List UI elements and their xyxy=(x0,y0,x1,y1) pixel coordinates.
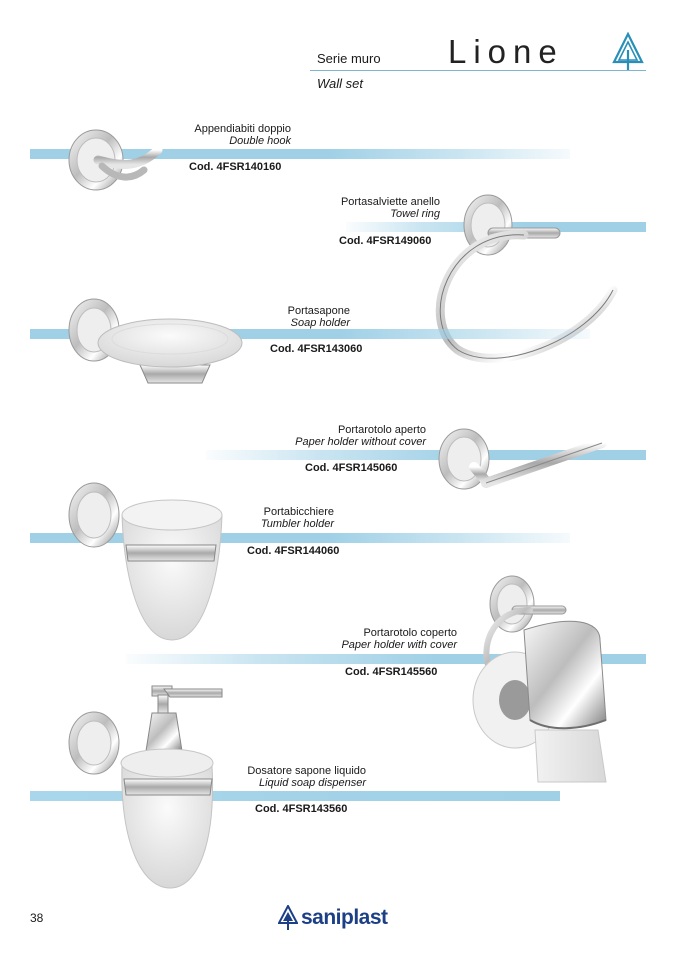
paper-holder-covered-image xyxy=(460,570,630,785)
product-name-en: Double hook xyxy=(229,135,291,147)
saniplast-logo-icon xyxy=(278,905,298,931)
header-divider xyxy=(310,70,646,71)
product-name-it: Portasalviette anello xyxy=(340,196,440,208)
product-code: Cod. 4FSR140160 xyxy=(189,161,282,173)
product-code: Cod. 4FSR143060 xyxy=(270,343,363,355)
towel-ring-image xyxy=(428,190,628,375)
tree-logo-icon xyxy=(612,32,644,72)
brand-name: Lione xyxy=(448,33,564,70)
tumbler-holder-image xyxy=(64,475,234,645)
logo-text: saniplast xyxy=(301,906,388,929)
soap-holder-image xyxy=(62,295,252,390)
product-name-en: Soap holder xyxy=(290,317,350,329)
paper-holder-open-image xyxy=(434,425,614,495)
product-name-it: Portasapone xyxy=(287,305,350,317)
series-title-it: Serie muro xyxy=(317,51,381,66)
product-code: Cod. 4FSR144060 xyxy=(247,545,340,557)
product-label xyxy=(247,765,366,789)
product-label xyxy=(295,424,426,448)
product-name-it: Portarotolo aperto xyxy=(337,424,426,436)
product-label xyxy=(261,506,334,530)
product-name-en: Paper holder without cover xyxy=(295,436,426,448)
product-code: Cod. 4FSR149060 xyxy=(339,235,432,247)
product-name-it: Portarotolo coperto xyxy=(363,627,457,639)
product-name-en: Paper holder with cover xyxy=(341,639,457,651)
saniplast-logo xyxy=(278,905,388,931)
product-code: Cod. 4FSR143560 xyxy=(255,803,348,815)
product-name-en: Towel ring xyxy=(390,208,440,220)
product-name-it: Dosatore sapone liquido xyxy=(247,765,366,777)
series-title-en: Wall set xyxy=(317,76,363,91)
product-name-en: Tumbler holder xyxy=(260,518,334,530)
product-code: Cod. 4FSR145560 xyxy=(345,666,438,678)
product-name-en: Liquid soap dispenser xyxy=(258,777,366,789)
product-label xyxy=(288,305,350,329)
soap-dispenser-image xyxy=(64,683,234,893)
product-label xyxy=(194,123,291,147)
double-hook-image xyxy=(62,120,172,200)
product-code: Cod. 4FSR145060 xyxy=(305,462,398,474)
product-name-it: Appendiabiti doppio xyxy=(194,123,291,135)
page-number: 38 xyxy=(30,911,44,925)
product-label xyxy=(341,196,440,220)
product-name-it: Portabicchiere xyxy=(263,506,334,518)
product-label xyxy=(341,627,457,651)
